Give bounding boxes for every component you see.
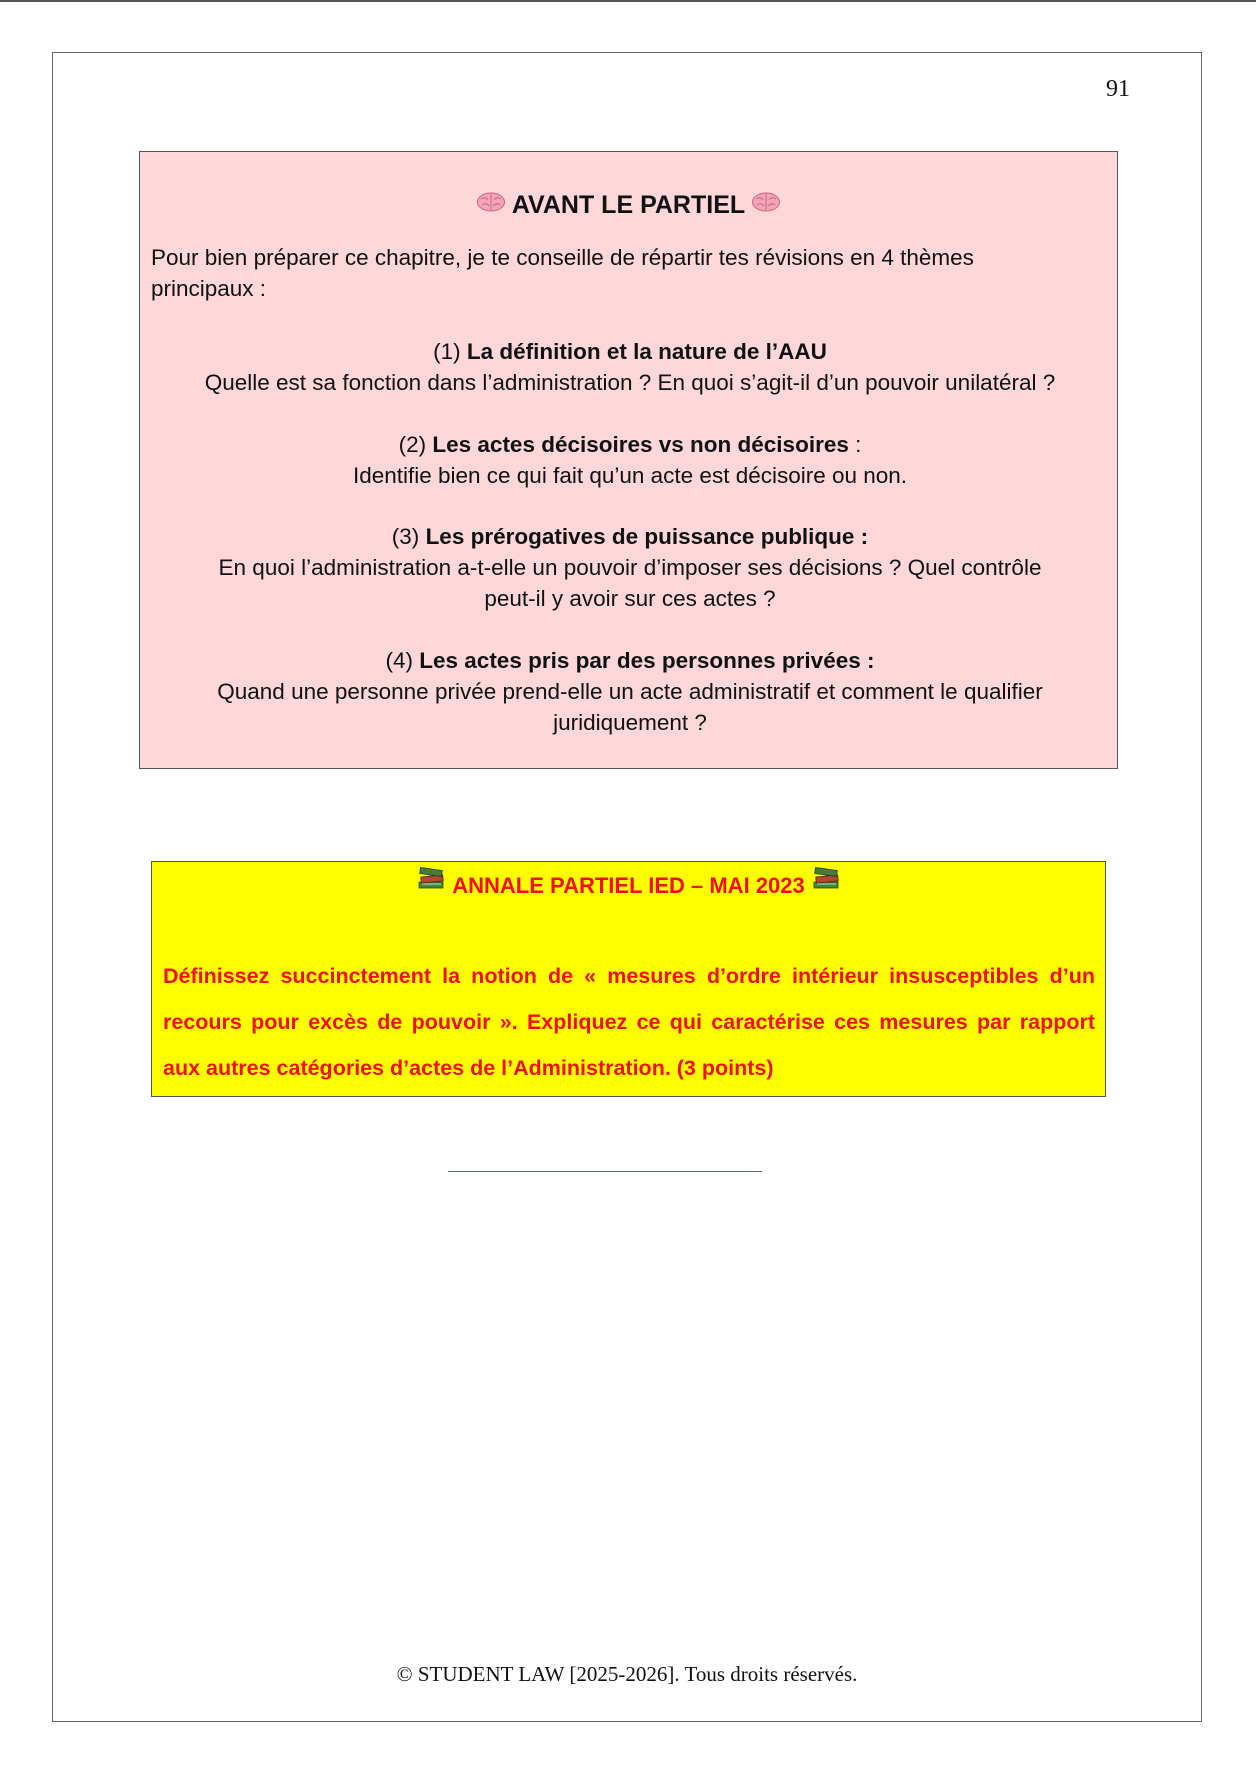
before-exam-title: AVANT LE PARTIEL	[511, 191, 746, 219]
before-exam-intro: Pour bien préparer ce chapitre, je te conseille de répartir tes révisions en 4 thèmes principaux :	[151, 245, 974, 301]
annale-question: Définissez succinctement la notion de « mesures d’ordre intérieur insusceptibles d’un recours pour excès de pouvoir ». Expliquez ce qui caractérise ces mesures par rapport aux autres catégories d’actes de l’Administration. (3 points)	[163, 964, 1095, 1080]
annale-box	[151, 861, 1106, 1097]
theme-2-detail: Identifie bien ce qui fait qu’un acte est décisoire ou non.	[352, 463, 908, 488]
theme-3-detail: En quoi l’administration a-t-elle un pouvoir d’imposer ses décisions ? Quel contrôle peut-il y avoir sur ces actes ?	[218, 555, 1042, 611]
theme-3	[210, 521, 1050, 614]
brain-icon	[476, 191, 506, 213]
books-icon	[416, 863, 446, 891]
theme-4	[210, 645, 1050, 738]
theme-1-number: (1)	[433, 339, 461, 364]
annale-title-line	[152, 866, 1105, 906]
theme-2-suffix: :	[848, 432, 862, 457]
separator-line	[448, 1171, 762, 1172]
top-rule	[0, 0, 1256, 2]
theme-3-heading-line	[210, 521, 1050, 552]
theme-3-number: (3)	[391, 524, 420, 549]
books-icon	[811, 863, 841, 891]
theme-2	[180, 429, 1080, 491]
theme-4-heading: Les actes pris par des personnes privées :	[419, 648, 875, 673]
theme-2-heading-line	[180, 429, 1080, 460]
theme-2-number: (2)	[398, 432, 427, 457]
page-number: 91	[1106, 76, 1130, 102]
theme-1-heading-line	[180, 336, 1080, 367]
theme-1-detail: Quelle est sa fonction dans l’administration ? En quoi s’agit-il d’un pouvoir unilatéral ?	[204, 370, 1056, 395]
theme-3-heading: Les prérogatives de puissance publique :	[425, 524, 869, 549]
annale-title: ANNALE PARTIEL IED – MAI 2023	[452, 873, 805, 898]
theme-1-heading: La définition et la nature de l’AAU	[466, 339, 827, 364]
theme-2-heading: Les actes décisoires vs non décisoires	[432, 432, 849, 457]
copyright-footer: © STUDENT LAW [2025-2026]. Tous droits réservés.	[396, 1662, 858, 1686]
theme-4-number: (4)	[385, 648, 413, 673]
before-exam-box	[139, 151, 1118, 769]
theme-4-heading-line	[210, 645, 1050, 676]
before-exam-title-line	[140, 188, 1117, 222]
brain-icon	[751, 191, 781, 213]
theme-4-detail: Quand une personne privée prend-elle un acte administratif et comment le qualifier juridiquement ?	[217, 679, 1043, 735]
theme-1	[180, 336, 1080, 398]
